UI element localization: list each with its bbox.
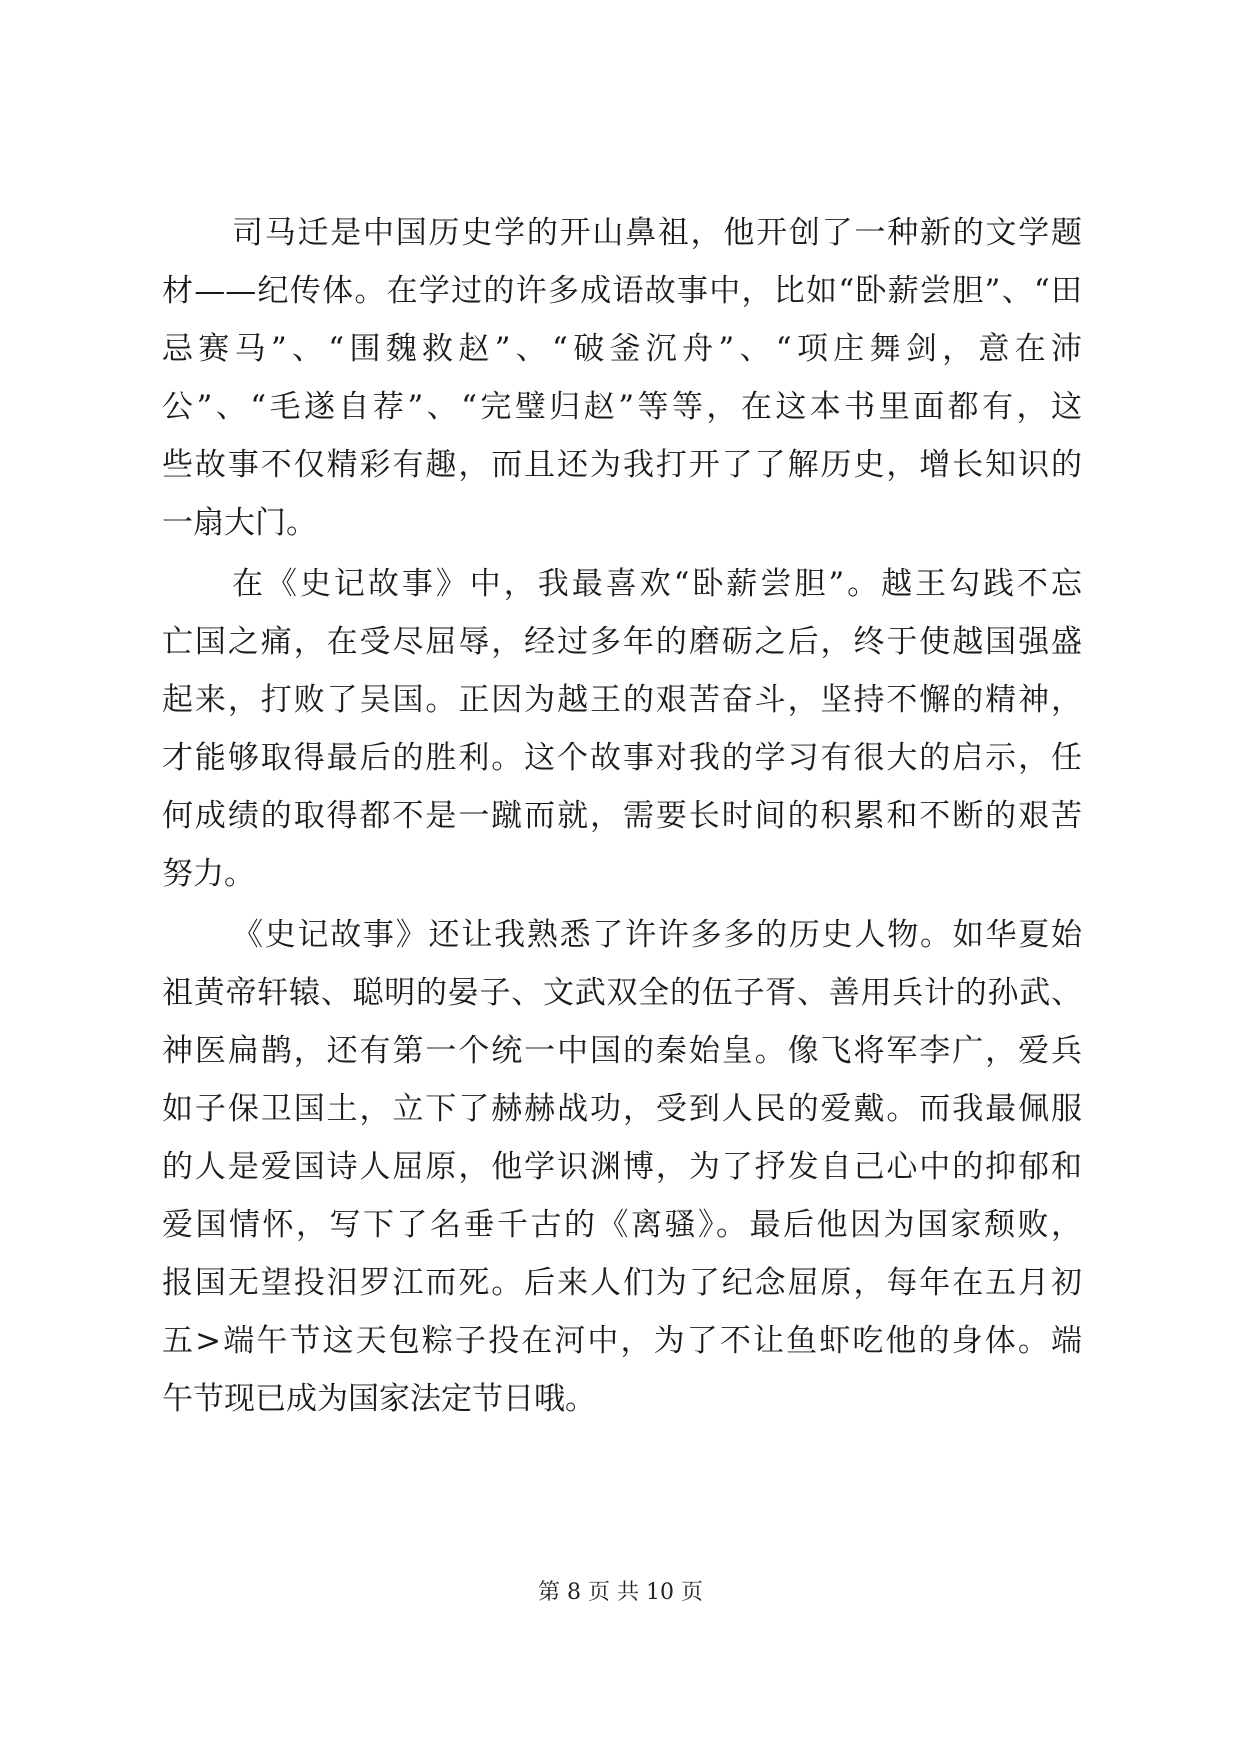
paragraph-2-line-6: 努力。 (162, 856, 255, 892)
paragraph-2-line-3: 起来，打败了吴国。正因为越王的艰苦奋斗，坚持不懈的精神， (162, 682, 1082, 718)
paragraph-3-line-4: 如子保卫国土，立下了赫赫战功，受到人民的爱戴。而我最佩服 (162, 1091, 1082, 1127)
paragraph-3-line-1: 《史记故事》还让我熟悉了许许多多的历史人物。如华夏始 (232, 917, 1082, 953)
paragraph-3-line-9: 午节现已成为国家法定节日哦。 (162, 1381, 596, 1417)
page-footer: 第 8 页 共 10 页 (538, 1580, 703, 1605)
paragraph-2-line-1: 在《史记故事》中，我最喜欢“卧薪尝胆”。越王勾践不忘 (232, 566, 1082, 602)
paragraph-2-line-5: 何成绩的取得都不是一蹴而就，需要长时间的积累和不断的艰苦 (162, 798, 1082, 834)
paragraph-1-line-2: 材——纪传体。在学过的许多成语故事中，比如“卧薪尝胆”、“田 (162, 273, 1082, 309)
paragraph-1-line-6: 一扇大门。 (162, 505, 317, 541)
paragraph-3-line-8: 五>端午节这天包粽子投在河中，为了不让鱼虾吃他的身体。端 (162, 1323, 1082, 1359)
paragraph-2-line-2: 亡国之痛，在受尽屈辱，经过多年的磨砺之后，终于使越国强盛 (162, 624, 1082, 660)
paragraph-1-line-1: 司马迁是中国历史学的开山鼻祖，他开创了一种新的文学题 (232, 215, 1082, 251)
paragraph-3-line-3: 神医扁鹊，还有第一个统一中国的秦始皇。像飞将军李广，爱兵 (162, 1033, 1082, 1069)
paragraph-1-line-5: 些故事不仅精彩有趣，而且还为我打开了了解历史，增长知识的 (162, 447, 1082, 483)
paragraph-3-line-7: 报国无望投汨罗江而死。后来人们为了纪念屈原，每年在五月初 (162, 1265, 1082, 1301)
paragraph-3-line-6: 爱国情怀，写下了名垂千古的《离骚》。最后他因为国家颓败， (162, 1207, 1082, 1243)
paragraph-3-line-5: 的人是爱国诗人屈原，他学识渊博，为了抒发自己心中的抑郁和 (162, 1149, 1082, 1185)
paragraph-3-line-2: 祖黄帝轩辕、聪明的晏子、文武双全的伍子胥、善用兵计的孙武、 (162, 975, 1082, 1011)
paragraph-1-line-3: 忌赛马”、“围魏救赵”、“破釜沉舟”、“项庄舞剑，意在沛 (162, 331, 1082, 367)
paragraph-2-line-4: 才能够取得最后的胜利。这个故事对我的学习有很大的启示，任 (162, 740, 1082, 776)
paragraph-1-line-4: 公”、“毛遂自荐”、“完璧归赵”等等，在这本书里面都有，这 (162, 389, 1082, 425)
